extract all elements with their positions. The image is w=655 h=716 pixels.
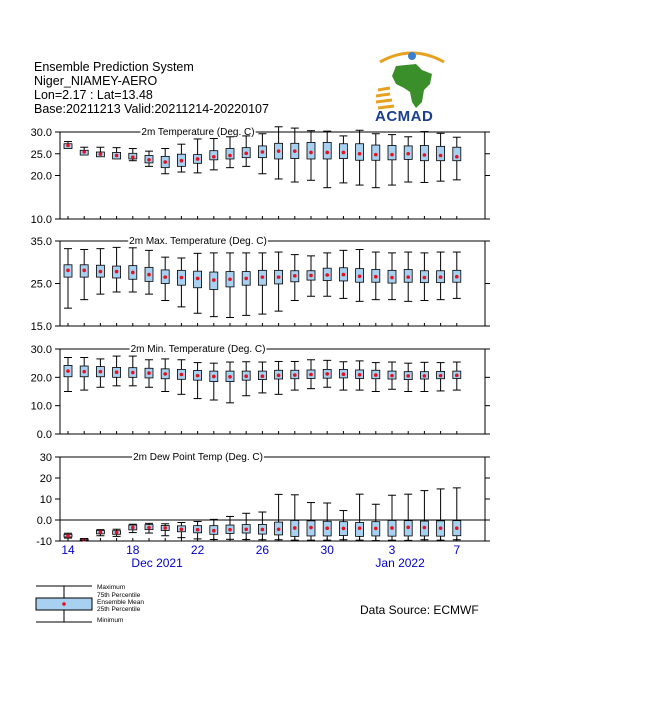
day-box [210, 519, 218, 539]
day-box [339, 136, 347, 183]
mean-dot [455, 374, 459, 378]
day-box [226, 362, 234, 403]
day-box [161, 524, 169, 536]
day-box [96, 530, 104, 536]
mean-dot [277, 374, 281, 378]
day-box [177, 258, 185, 307]
day-box [307, 360, 315, 389]
mean-dot [244, 527, 248, 531]
mean-dot [261, 528, 265, 532]
day-box [113, 356, 121, 386]
mean-dot [244, 374, 248, 378]
day-box [323, 503, 331, 540]
x-tick-label: 3 [388, 543, 396, 557]
mean-dot [455, 275, 459, 279]
mean-dot [212, 375, 216, 379]
day-box [404, 252, 412, 301]
chart-title: 2m Min. Temperature (Deg. C) [130, 344, 266, 355]
day-box [420, 491, 428, 540]
mean-dot [99, 530, 103, 534]
day-box [291, 361, 299, 390]
logo-text: ACMAD [375, 108, 434, 125]
mean-dot [277, 275, 281, 279]
mean-dot [196, 277, 200, 281]
day-box [194, 521, 202, 538]
mean-dot [358, 152, 362, 156]
day-box [113, 148, 121, 159]
day-box [372, 504, 380, 540]
y-tick-label: 35.0 [30, 236, 52, 248]
y-tick-label: 30.0 [30, 344, 52, 356]
chart-title: 2m Max. Temperature (Deg. C) [129, 236, 267, 247]
day-box [275, 361, 283, 394]
mean-dot [66, 369, 70, 373]
mean-dot [406, 275, 410, 279]
day-box [275, 127, 283, 179]
day-box [194, 363, 202, 399]
day-box [194, 139, 202, 173]
mean-dot [228, 375, 232, 379]
day-box [64, 533, 72, 538]
iqr-box [388, 145, 396, 159]
mean-dot [358, 373, 362, 377]
mean-dot [163, 275, 167, 279]
mean-dot [309, 274, 313, 278]
mean-dot [115, 531, 119, 535]
mean-dot [406, 374, 410, 378]
mean-dot [228, 154, 232, 158]
day-box [161, 257, 169, 300]
day-box [177, 523, 185, 538]
mean-dot [423, 374, 427, 378]
day-box [177, 360, 185, 395]
day-box [404, 494, 412, 540]
y-tick-label: 25.0 [30, 148, 52, 161]
day-box [453, 137, 461, 180]
mean-dot [163, 160, 167, 164]
mean-dot [131, 371, 135, 375]
mean-dot [342, 151, 346, 155]
mean-dot [261, 374, 265, 378]
chart-panel-4 [36, 452, 490, 548]
mean-dot [423, 526, 427, 530]
day-box [420, 362, 428, 391]
day-box [453, 252, 461, 298]
mean-dot [163, 372, 167, 376]
y-tick-label: 0.0 [36, 515, 52, 527]
day-box [291, 255, 299, 301]
mean-dot [212, 529, 216, 533]
mean-dot [147, 158, 151, 162]
day-box [437, 489, 445, 540]
day-box [145, 523, 153, 533]
day-box [80, 250, 88, 300]
mean-dot [82, 370, 86, 374]
day-box [291, 495, 299, 540]
mean-dot [66, 269, 70, 273]
legend-p75: 75th Percentile [97, 592, 141, 599]
mean-dot [147, 273, 151, 277]
mean-dot [325, 526, 329, 530]
iqr-box [453, 147, 461, 160]
mean-dot [325, 273, 329, 277]
day-box [242, 362, 250, 396]
mean-dot [244, 152, 248, 156]
mean-dot [325, 372, 329, 376]
day-box [339, 250, 347, 298]
day-box [64, 142, 72, 149]
mean-dot [196, 528, 200, 532]
day-box [161, 359, 169, 392]
y-tick-label: 30 [39, 452, 52, 464]
day-box [242, 253, 250, 315]
mean-dot [325, 151, 329, 155]
mean-dot [390, 276, 394, 280]
system-title: Ensemble Prediction System [34, 60, 194, 74]
mean-dot [131, 526, 135, 530]
mean-dot [293, 373, 297, 377]
day-box [129, 356, 137, 386]
y-tick-label: -10 [36, 536, 52, 548]
day-box [453, 488, 461, 540]
chart-panel-2 [31, 236, 490, 333]
x-month-label: Jan 2022 [375, 556, 425, 570]
day-box [96, 147, 104, 157]
day-box [275, 494, 283, 539]
mean-dot [342, 273, 346, 277]
day-box [404, 137, 412, 182]
day-box [129, 149, 137, 161]
day-box [323, 131, 331, 188]
day-box [210, 363, 218, 400]
mean-dot [82, 269, 86, 273]
mean-dot [115, 370, 119, 374]
mean-dot [309, 526, 313, 530]
mean-dot [293, 274, 297, 278]
mean-dot [374, 153, 378, 157]
day-box [80, 358, 88, 391]
chart-title: 2m Temperature (Deg. C) [141, 127, 255, 138]
mean-dot [212, 278, 216, 282]
mean-dot [115, 154, 119, 158]
day-box [372, 363, 380, 392]
day-box [113, 529, 121, 536]
day-box [226, 253, 234, 318]
y-tick-label: 15.0 [30, 321, 52, 333]
mean-dot [455, 155, 459, 159]
mean-dot [439, 374, 443, 378]
mean-dot [244, 277, 248, 281]
day-box [404, 363, 412, 391]
day-box [226, 137, 234, 168]
mean-dot [196, 157, 200, 161]
y-tick-label: 20.0 [30, 372, 52, 385]
day-box [420, 132, 428, 183]
day-box [356, 361, 364, 390]
day-box [96, 359, 104, 387]
day-box [64, 249, 72, 309]
day-box [210, 139, 218, 170]
x-month-label: Dec 2021 [131, 556, 183, 570]
y-tick-label: 10 [39, 494, 52, 506]
mean-dot [406, 526, 410, 530]
base-valid-dates: Base:20211213 Valid:20211214-20220107 [34, 102, 269, 116]
day-box [129, 248, 137, 292]
day-box [145, 151, 153, 166]
day-box [145, 250, 153, 294]
mean-dot [390, 526, 394, 530]
day-box [356, 494, 364, 540]
legend-mean-dot [62, 602, 66, 606]
day-box [339, 362, 347, 390]
x-tick-label: 7 [453, 543, 461, 557]
legend-mean: Ensemble Mean [97, 599, 144, 606]
mean-dot [390, 374, 394, 378]
iqr-box [420, 145, 428, 160]
mean-dot [374, 527, 378, 531]
mean-dot [99, 270, 103, 274]
day-box [437, 133, 445, 181]
mean-dot [180, 159, 184, 163]
day-box [437, 363, 445, 391]
mean-dot [180, 276, 184, 280]
day-box [113, 247, 121, 292]
day-box [161, 149, 169, 174]
mean-dot [131, 155, 135, 159]
mean-dot [147, 526, 151, 530]
day-box [437, 252, 445, 300]
day-box [258, 253, 266, 314]
mean-dot [374, 373, 378, 377]
data-source: Data Source: ECMWF [360, 603, 479, 617]
y-tick-label: 10.0 [30, 214, 52, 226]
day-box [80, 147, 88, 155]
y-tick-label: 25.0 [30, 278, 52, 291]
chart-title: 2m Dew Point Temp (Deg. C) [133, 452, 263, 463]
day-box [453, 362, 461, 390]
day-box [258, 134, 266, 174]
day-box [258, 362, 266, 393]
mean-dot [180, 527, 184, 531]
mean-dot [228, 528, 232, 532]
mean-dot [82, 150, 86, 154]
mean-dot [66, 534, 70, 538]
mean-dot [358, 274, 362, 278]
day-box [242, 136, 250, 166]
y-tick-label: 10.0 [30, 400, 52, 413]
day-box [210, 253, 218, 317]
mean-dot [277, 527, 281, 531]
legend-graphic [36, 586, 92, 622]
y-tick-label: 20 [39, 473, 52, 485]
mean-dot [439, 154, 443, 158]
mean-dot [374, 275, 378, 279]
iqr-box [437, 146, 445, 160]
mean-dot [455, 526, 459, 530]
chart-panel-1 [31, 127, 490, 226]
station-name: Niger_NIAMEY-AERO [34, 74, 158, 88]
mean-dot [309, 373, 313, 377]
day-box [420, 253, 428, 301]
day-box [275, 252, 283, 311]
day-box [129, 524, 137, 532]
mean-dot [342, 527, 346, 531]
mean-dot [342, 372, 346, 376]
legend-p25: 25th Percentile [97, 606, 141, 613]
mean-dot [99, 152, 103, 156]
day-box [388, 495, 396, 540]
chart-panel-3 [31, 344, 490, 441]
day-box [323, 253, 331, 296]
day-box [145, 360, 153, 387]
mean-dot [293, 526, 297, 530]
x-tick-label: 26 [255, 543, 270, 557]
x-tick-label: 30 [320, 543, 334, 557]
mean-dot [147, 371, 151, 375]
mean-dot [406, 152, 410, 156]
mean-dot [358, 526, 362, 530]
day-box [388, 362, 396, 389]
day-box [307, 131, 315, 181]
mean-dot [228, 277, 232, 281]
mean-dot [390, 153, 394, 157]
mean-dot [423, 153, 427, 157]
day-box [177, 144, 185, 172]
x-tick-label: 18 [126, 543, 140, 557]
day-box [323, 360, 331, 387]
day-box [388, 135, 396, 185]
mean-dot [196, 374, 200, 378]
mean-dot [99, 370, 103, 374]
mean-dot [277, 149, 281, 153]
coordinates: Lon=2.17 : Lat=13.48 [34, 88, 153, 102]
day-box [307, 503, 315, 541]
legend-minimum: Minimum [97, 617, 124, 624]
mean-dot [309, 151, 313, 155]
x-tick-label: 22 [190, 543, 205, 557]
day-box [339, 511, 347, 540]
mean-dot [115, 270, 119, 274]
mean-dot [131, 271, 135, 275]
day-box [242, 513, 250, 539]
mean-dot [163, 526, 167, 530]
day-box [194, 253, 202, 313]
mean-dot [261, 275, 265, 279]
day-box [291, 128, 299, 182]
day-box [356, 130, 364, 185]
day-box [372, 252, 380, 300]
day-box [356, 250, 364, 302]
day-box [258, 512, 266, 540]
mean-dot [180, 373, 184, 377]
mean-dot [439, 275, 443, 279]
mean-dot [293, 149, 297, 153]
day-box [388, 253, 396, 300]
y-tick-label: 0.0 [36, 429, 52, 441]
iqr-box [372, 145, 380, 160]
day-box [307, 256, 315, 296]
legend-maximum: Maximum [97, 584, 126, 591]
y-tick-label: 20.0 [30, 170, 52, 183]
mean-dot [212, 155, 216, 159]
mean-dot [423, 276, 427, 280]
mean-dot [66, 144, 70, 148]
mean-dot [439, 526, 443, 530]
day-box [372, 134, 380, 188]
mean-dot [261, 150, 265, 154]
day-box [64, 358, 72, 392]
day-box [96, 249, 104, 294]
y-tick-label: 30.0 [30, 127, 52, 139]
x-tick-label: 14 [61, 543, 75, 557]
